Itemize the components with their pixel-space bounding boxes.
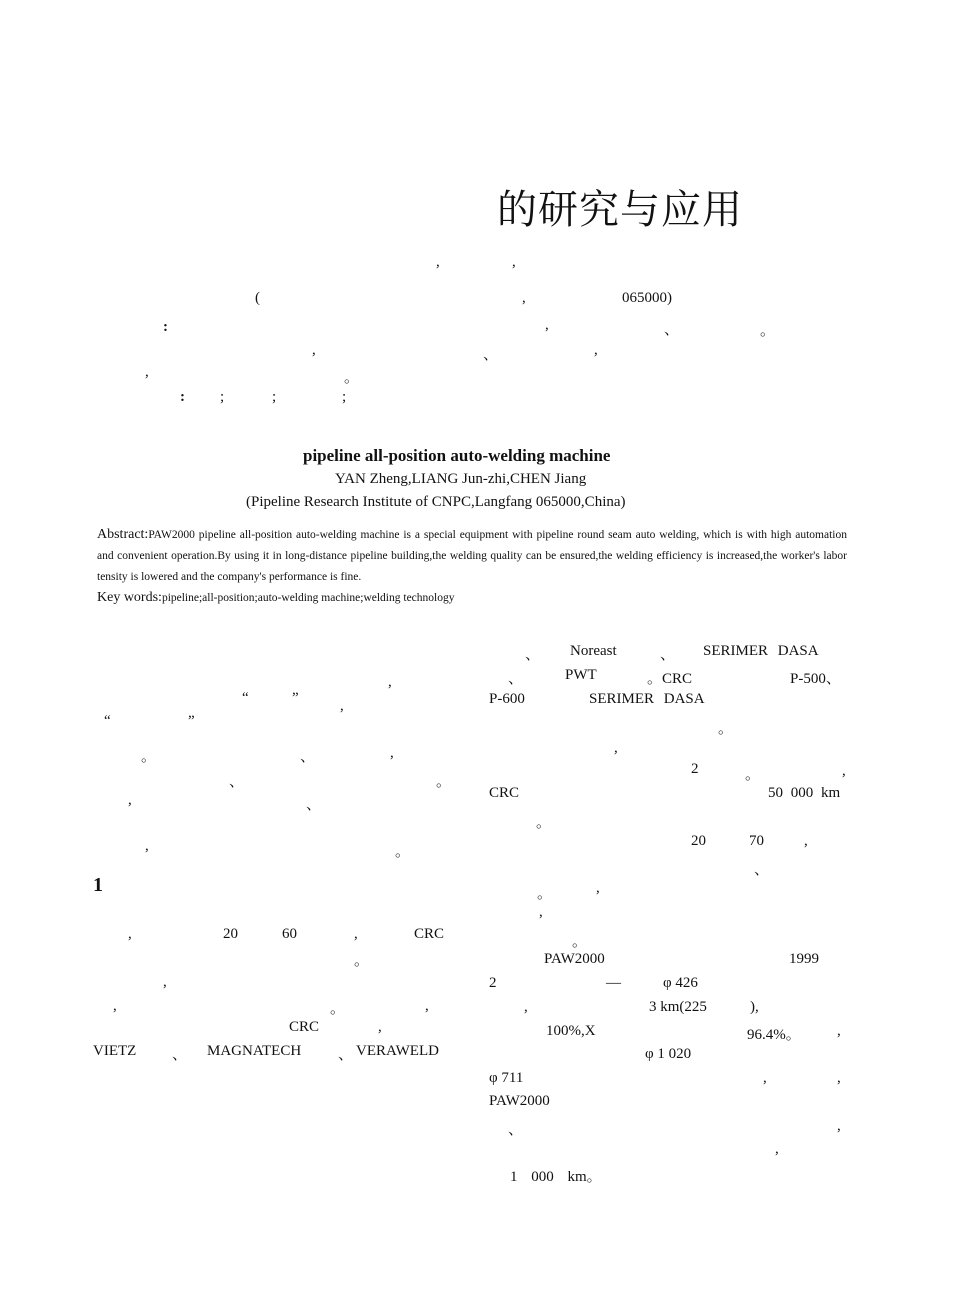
p1-token: CRC — [414, 926, 445, 942]
p1-token: 60 — [282, 926, 297, 942]
r-token: 。 — [718, 721, 734, 737]
intro-mark: ” — [292, 690, 299, 706]
r-token: Noreast — [570, 643, 617, 659]
intro-mark: “ — [242, 690, 249, 706]
r-token: 1999 — [789, 951, 819, 967]
r-token: PAW2000 — [544, 951, 605, 967]
authors-en: YAN Zheng,LIANG Jun-zhi,CHEN Jiang — [335, 471, 587, 487]
p1-token: , — [113, 998, 117, 1014]
cn-abstract-mark: 、 — [483, 347, 499, 363]
r-token: , — [837, 1023, 841, 1039]
r-token: 。 — [572, 934, 588, 950]
p1-token: 。 — [330, 1001, 346, 1017]
intro-mark: 。 — [395, 844, 411, 860]
r-token: 、 — [525, 647, 541, 663]
r-token: 。 — [536, 815, 552, 831]
r-token: , — [524, 999, 528, 1015]
cn-abstract-mark: , — [545, 317, 549, 333]
r-token: SERIMER DASA — [589, 691, 705, 707]
r-token: , — [614, 740, 618, 756]
intro-mark: 。 — [141, 749, 157, 765]
affiliation-en: (Pipeline Research Institute of CNPC,Langfang 065000,China) — [246, 494, 626, 510]
intro-mark: “ — [104, 713, 111, 729]
p1-token: , — [354, 926, 358, 942]
abstract-en — [97, 524, 847, 588]
r-token: 100%,X — [546, 1023, 596, 1039]
cn-affiliation-comma: , — [522, 290, 526, 306]
r-token: 96.4%。 — [747, 1027, 801, 1043]
p1-token: 、 — [338, 1047, 354, 1063]
cn-keywords-sep: ; — [220, 389, 225, 405]
intro-mark: 。 — [436, 774, 452, 790]
cn-abstract-mark: , — [145, 364, 149, 380]
abstract-label: Abstract: — [97, 527, 149, 542]
p1-token: , — [378, 1019, 382, 1035]
cn-abstract-mark: , — [312, 342, 316, 358]
r-token: 、 — [508, 1122, 524, 1138]
p1-token: , — [425, 998, 429, 1014]
cn-keywords-sep: ; — [272, 389, 277, 405]
cn-abstract-mark: 。 — [344, 370, 360, 386]
r-token: ), — [750, 999, 759, 1015]
r-token: , — [763, 1070, 767, 1086]
r-token: P-600 — [489, 691, 525, 707]
r-token: 20 — [691, 833, 706, 849]
r-token: , — [837, 1070, 841, 1086]
r-token: , — [539, 904, 543, 920]
title-en-fragment: pipeline all-position auto-welding machine — [303, 446, 611, 465]
r-token: 1 000 km。 — [510, 1169, 602, 1185]
r-token: 2 — [489, 975, 497, 991]
keywords-text: pipeline;all-position;auto-welding machine;welding technology — [161, 592, 455, 604]
r-token: φ 711 — [489, 1070, 524, 1086]
intro-mark: , — [145, 838, 149, 854]
r-token: 3 km(225 — [649, 999, 707, 1015]
r-token: 、 — [660, 647, 676, 663]
r-token: 、 — [754, 862, 770, 878]
keywords-en — [97, 590, 454, 606]
p1-token: , — [163, 974, 167, 990]
r-token: , — [775, 1141, 779, 1157]
p1-token: CRC — [289, 1019, 320, 1035]
r-token: PWT — [565, 667, 597, 683]
abstract-text: PAW2000 pipeline all-position auto-welding machine is a special equipment with pipeline round seam auto welding, which is with high automation and convenient operation.By using it in long-distance pipeline building,the welding quality can be ensured,the welding efficiency is increased,the worker's labor tensity is lowered and the company's performance is fine. — [97, 529, 847, 583]
p1-token: , — [128, 926, 132, 942]
r-token: , — [837, 1118, 841, 1134]
intro-mark: , — [340, 698, 344, 714]
keywords-label: Key words: — [97, 590, 162, 605]
r-token: , — [596, 880, 600, 896]
cn-affiliation-open: ( — [255, 290, 260, 306]
r-token: 。 — [537, 886, 553, 902]
cn-abstract-colon: : — [163, 319, 168, 335]
intro-mark: , — [388, 674, 392, 690]
p1-token: 。 — [354, 953, 370, 969]
r-token: 2 — [691, 761, 699, 777]
r-token: 50 000 km — [768, 785, 841, 801]
r-token: 、 — [508, 671, 524, 687]
intro-mark: 、 — [229, 774, 245, 790]
cn-authors-comma-2: , — [512, 254, 516, 270]
p1-token: 20 — [223, 926, 238, 942]
r-token: P-500、 — [790, 671, 841, 687]
cn-abstract-mark: 。 — [760, 323, 776, 339]
intro-mark: , — [390, 745, 394, 761]
cn-abstract-mark: 、 — [664, 322, 680, 338]
cn-authors-comma-1: , — [436, 254, 440, 270]
r-token: CRC — [489, 785, 520, 801]
r-token: , — [804, 833, 808, 849]
p1-token: MAGNATECH — [207, 1043, 302, 1059]
r-token: — — [606, 975, 621, 991]
cn-keywords-sep: ; — [342, 389, 347, 405]
r-token: , — [842, 763, 846, 779]
r-token: 。CRC — [647, 671, 693, 687]
r-token: PAW2000 — [489, 1093, 550, 1109]
r-token: 70 — [749, 833, 764, 849]
p1-token: 、 — [172, 1047, 188, 1063]
intro-mark: ” — [188, 713, 195, 729]
section-number: 1 — [93, 874, 103, 896]
p1-token: VIETZ — [93, 1043, 137, 1059]
cn-keywords-colon: : — [180, 389, 185, 405]
intro-mark: , — [128, 792, 132, 808]
cn-affiliation-postcode: 065000) — [622, 290, 672, 306]
p1-token: VERAWELD — [356, 1043, 439, 1059]
r-token: 。 — [745, 767, 761, 783]
r-token: φ 426 — [663, 975, 698, 991]
title-cn-fragment: 的研究与应用 — [497, 187, 743, 232]
intro-mark: 、 — [300, 749, 316, 765]
r-token: SERIMER DASA — [703, 643, 819, 659]
r-token: φ 1 020 — [645, 1046, 692, 1062]
intro-mark: 、 — [306, 797, 322, 813]
cn-abstract-mark: , — [594, 342, 598, 358]
